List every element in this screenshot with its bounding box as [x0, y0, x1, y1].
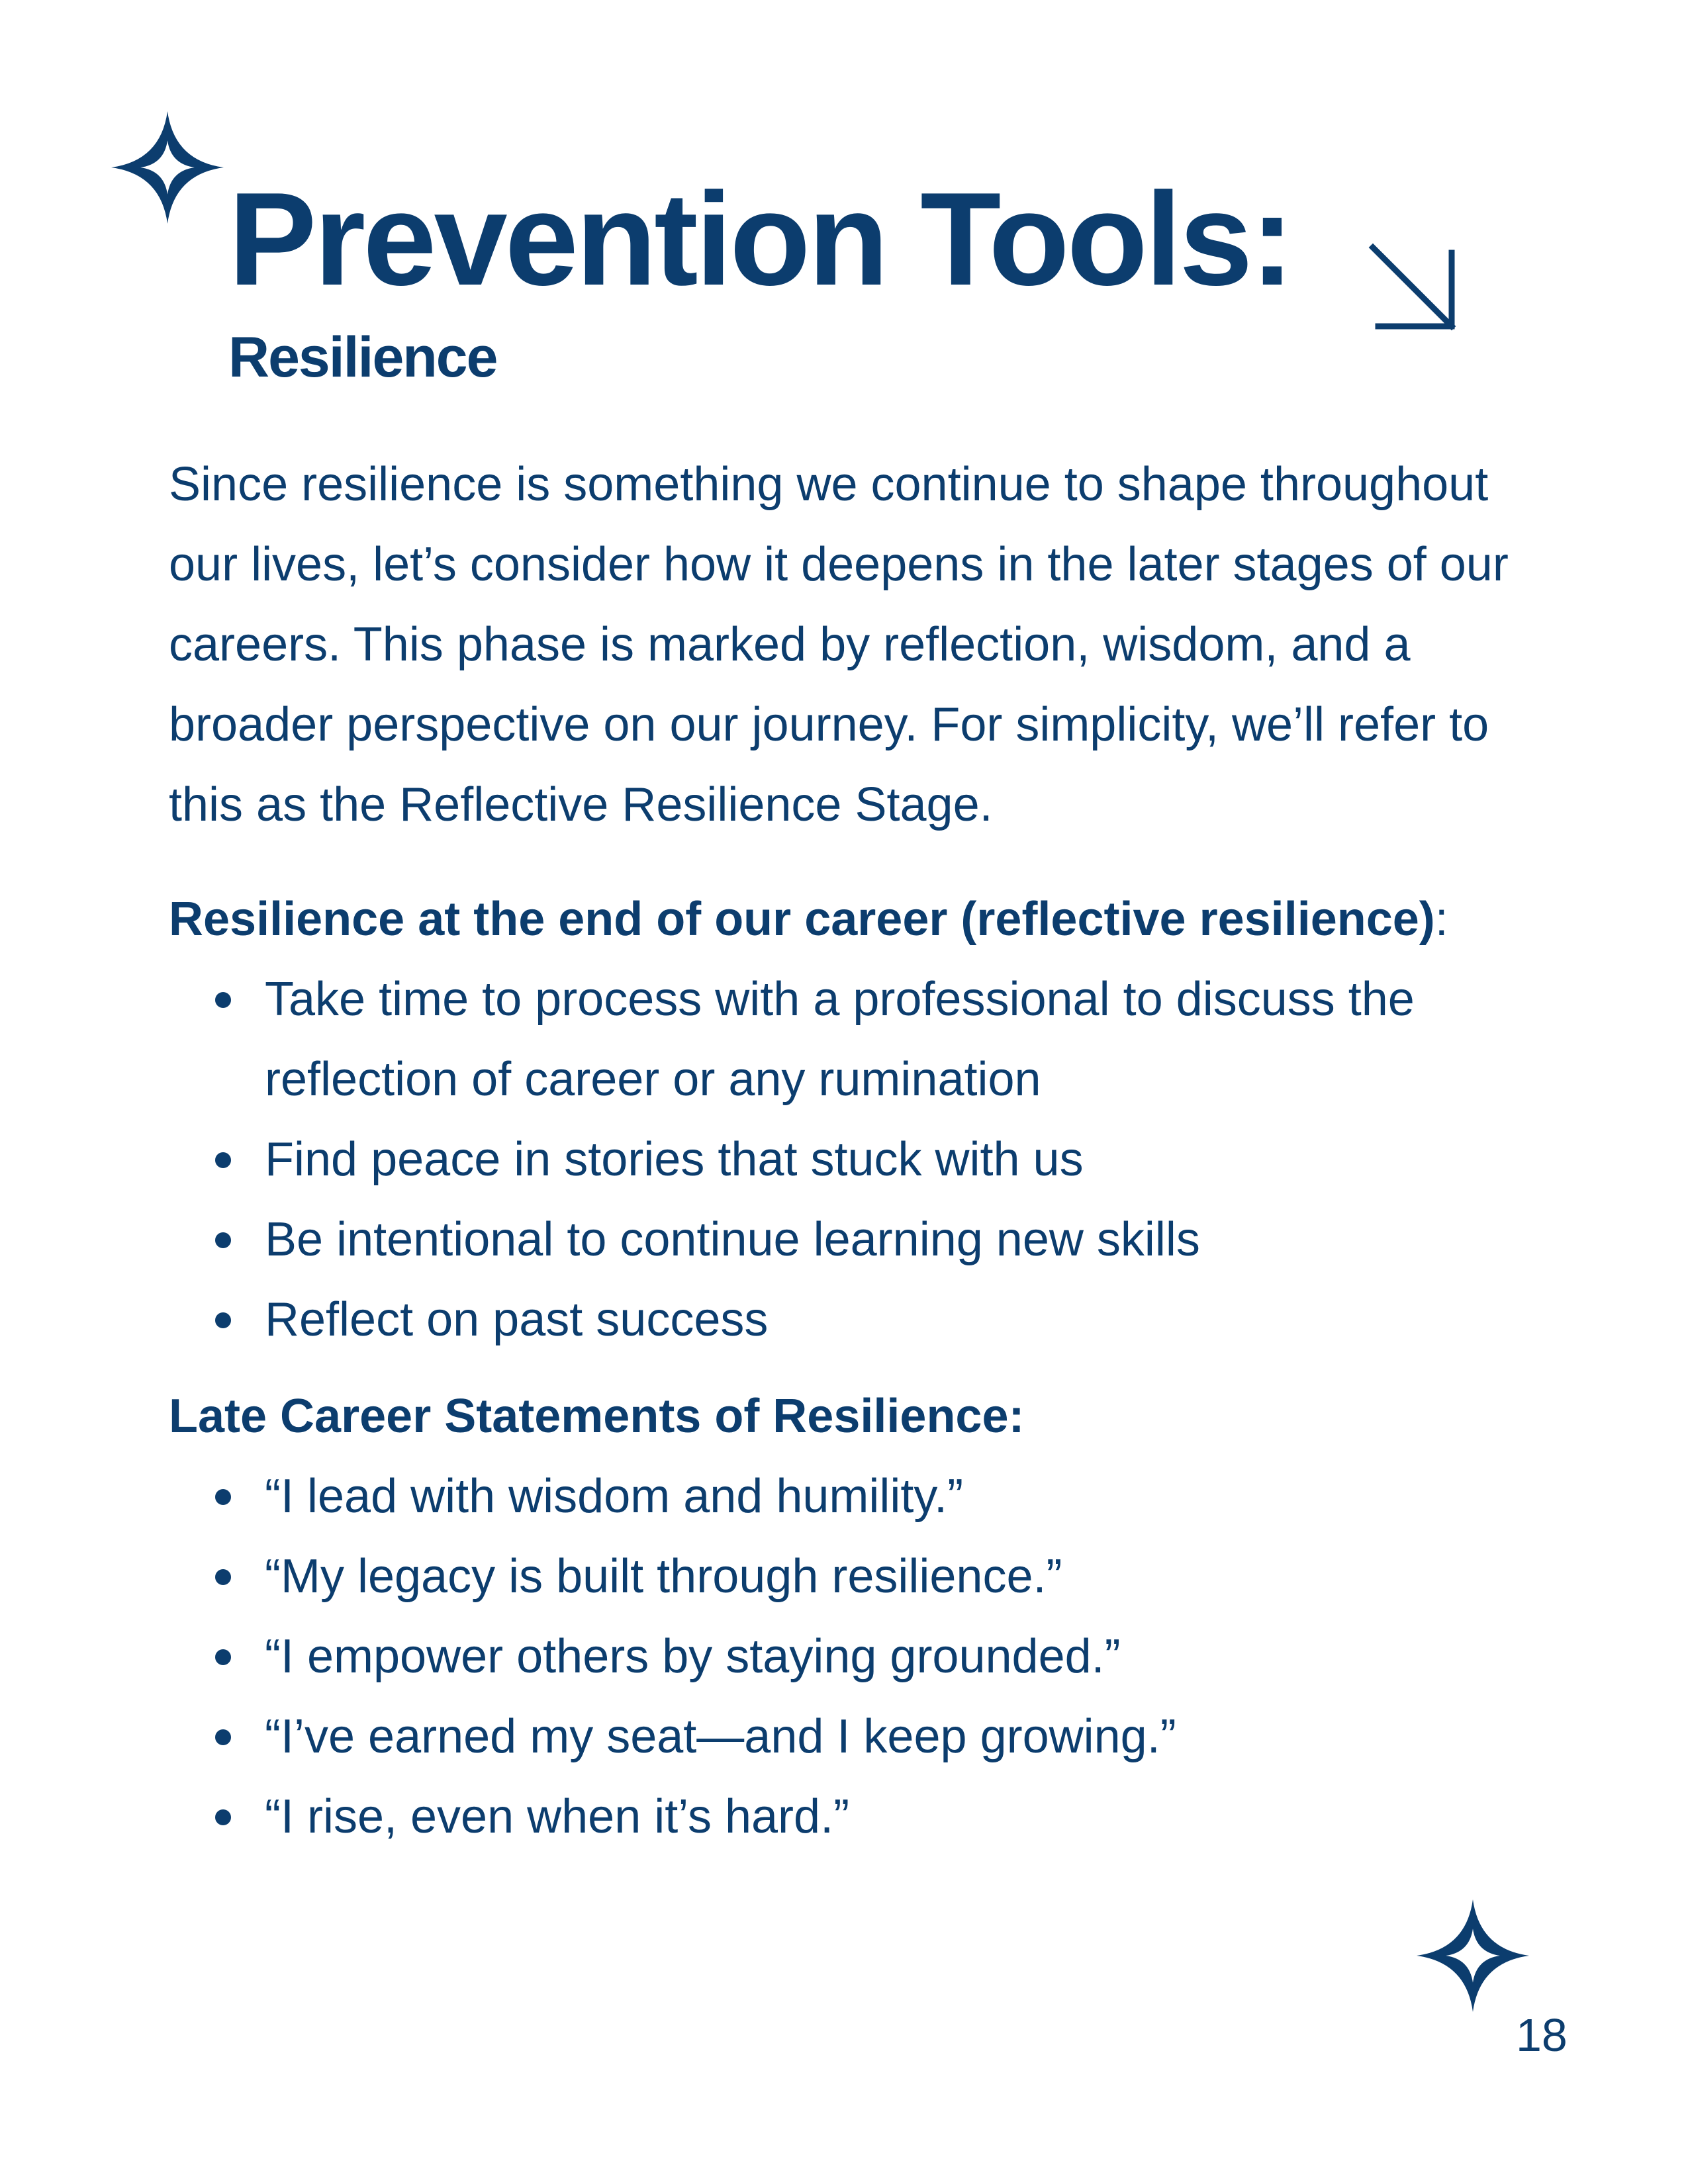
intro-paragraph: Since resilience is something we continue to shape throughout our lives, let’s consider how it deepens in the later stages of our careers. This phase is marked by reflection, wisdom, and a broader perspective on our journey. For simplicity, we’ll refer to this as the Reflective Resilience Stage.: [169, 458, 1509, 831]
list-item: “I empower others by staying grounded.”: [265, 1617, 1552, 1697]
sparkle-icon: [1417, 1899, 1529, 2012]
section-heading-colon: :: [1434, 893, 1448, 946]
page-subtitle: Resilience: [228, 326, 497, 389]
page-number: 18: [1516, 2009, 1568, 2061]
list-item: Find peace in stories that stuck with us: [265, 1120, 1552, 1200]
list-item: “I’ve earned my seat—and I keep growing.”: [265, 1697, 1552, 1777]
main-content: [169, 445, 1552, 1857]
reflective-resilience-list: [169, 960, 1552, 1360]
section-heading-reflective-resilience: [169, 880, 1552, 960]
list-item: “My legacy is built through resilience.”: [265, 1537, 1552, 1617]
late-career-statements-list: [169, 1457, 1552, 1857]
list-item: Be intentional to continue learning new skills: [265, 1200, 1552, 1280]
list-item: “I rise, even when it’s hard.”: [265, 1777, 1552, 1857]
list-item: Reflect on past success: [265, 1280, 1552, 1360]
arrow-down-right-icon: [1364, 238, 1463, 338]
section-heading-text: Resilience at the end of our career (reflective resilience): [169, 893, 1435, 946]
list-item: Take time to process with a professional to discuss the reflection of career or any rumination: [265, 960, 1552, 1120]
list-item: “I lead with wisdom and humility.”: [265, 1457, 1552, 1537]
sparkle-icon: [111, 111, 224, 224]
section-heading-late-career-statements: Late Career Statements of Resilience:: [169, 1390, 1025, 1443]
page-title: Prevention Tools:: [228, 165, 1292, 313]
